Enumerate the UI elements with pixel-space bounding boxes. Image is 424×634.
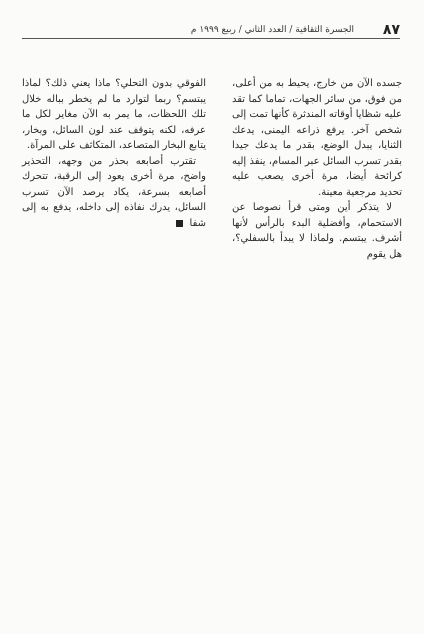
paragraph: الفوقي بدون التحلي؟ ماذا يعني ذلك؟ لماذا يبتسم؟ ربما لتوارد ما لم يخطر بباله خلال تلك اللحظات، ما يمر به الآن مغاير لكل ما عرفه، لكنه يتوقف عند لون السائل، وبخار، يتابع البخار المتصاعد، المتكاثف على المرآة. [22, 78, 206, 151]
paragraph: تقترب أصابعه بحذر من وجهه، التحذير واضح، مرة أخرى يعود إلى الرقبة، تتحرك أصابعه بسرعة، يكاد يرصد الآن تسرب السائل، يدرك نفاذه إلى داخله، يدفع به إلى شفا [22, 155, 206, 229]
paragraph-last [22, 154, 206, 232]
end-mark-icon [176, 220, 183, 227]
column-left [22, 76, 206, 231]
running-header: الجسرة الثقافية / العدد الثاني / ربيع ١٩٩٩ م [190, 25, 354, 35]
column-right [232, 76, 402, 262]
paragraph: لا يتذكر أين ومتى قرأ نصوصا عن الاستحمام، وأفضلية البدء بالرأس لأنها أشرف. يبتسم. ولماذا لا يبدأ بالسفلي؟، هل يقوم [232, 202, 402, 260]
paragraph: جسده الآن من خارج، يحيط به من أعلى، من فوق، من سائر الجهات، تماما كما تقد عليه شظايا أوقاته المندثرة كأنها تمت إلى شخص آخر. يرفع ذراعه اليمنى، يدعك الثنايا، يبدل الوضع، بقدر ما يدعك جيدا بقدر تسرب السائل عبر المسام، ينفذ إليه كرائحة أيضا، مرة أخرى يصعب عليه تحديد مرجعية معينة. [232, 78, 402, 198]
header-rule [22, 38, 400, 39]
page-number: ٨٧ [382, 22, 400, 38]
